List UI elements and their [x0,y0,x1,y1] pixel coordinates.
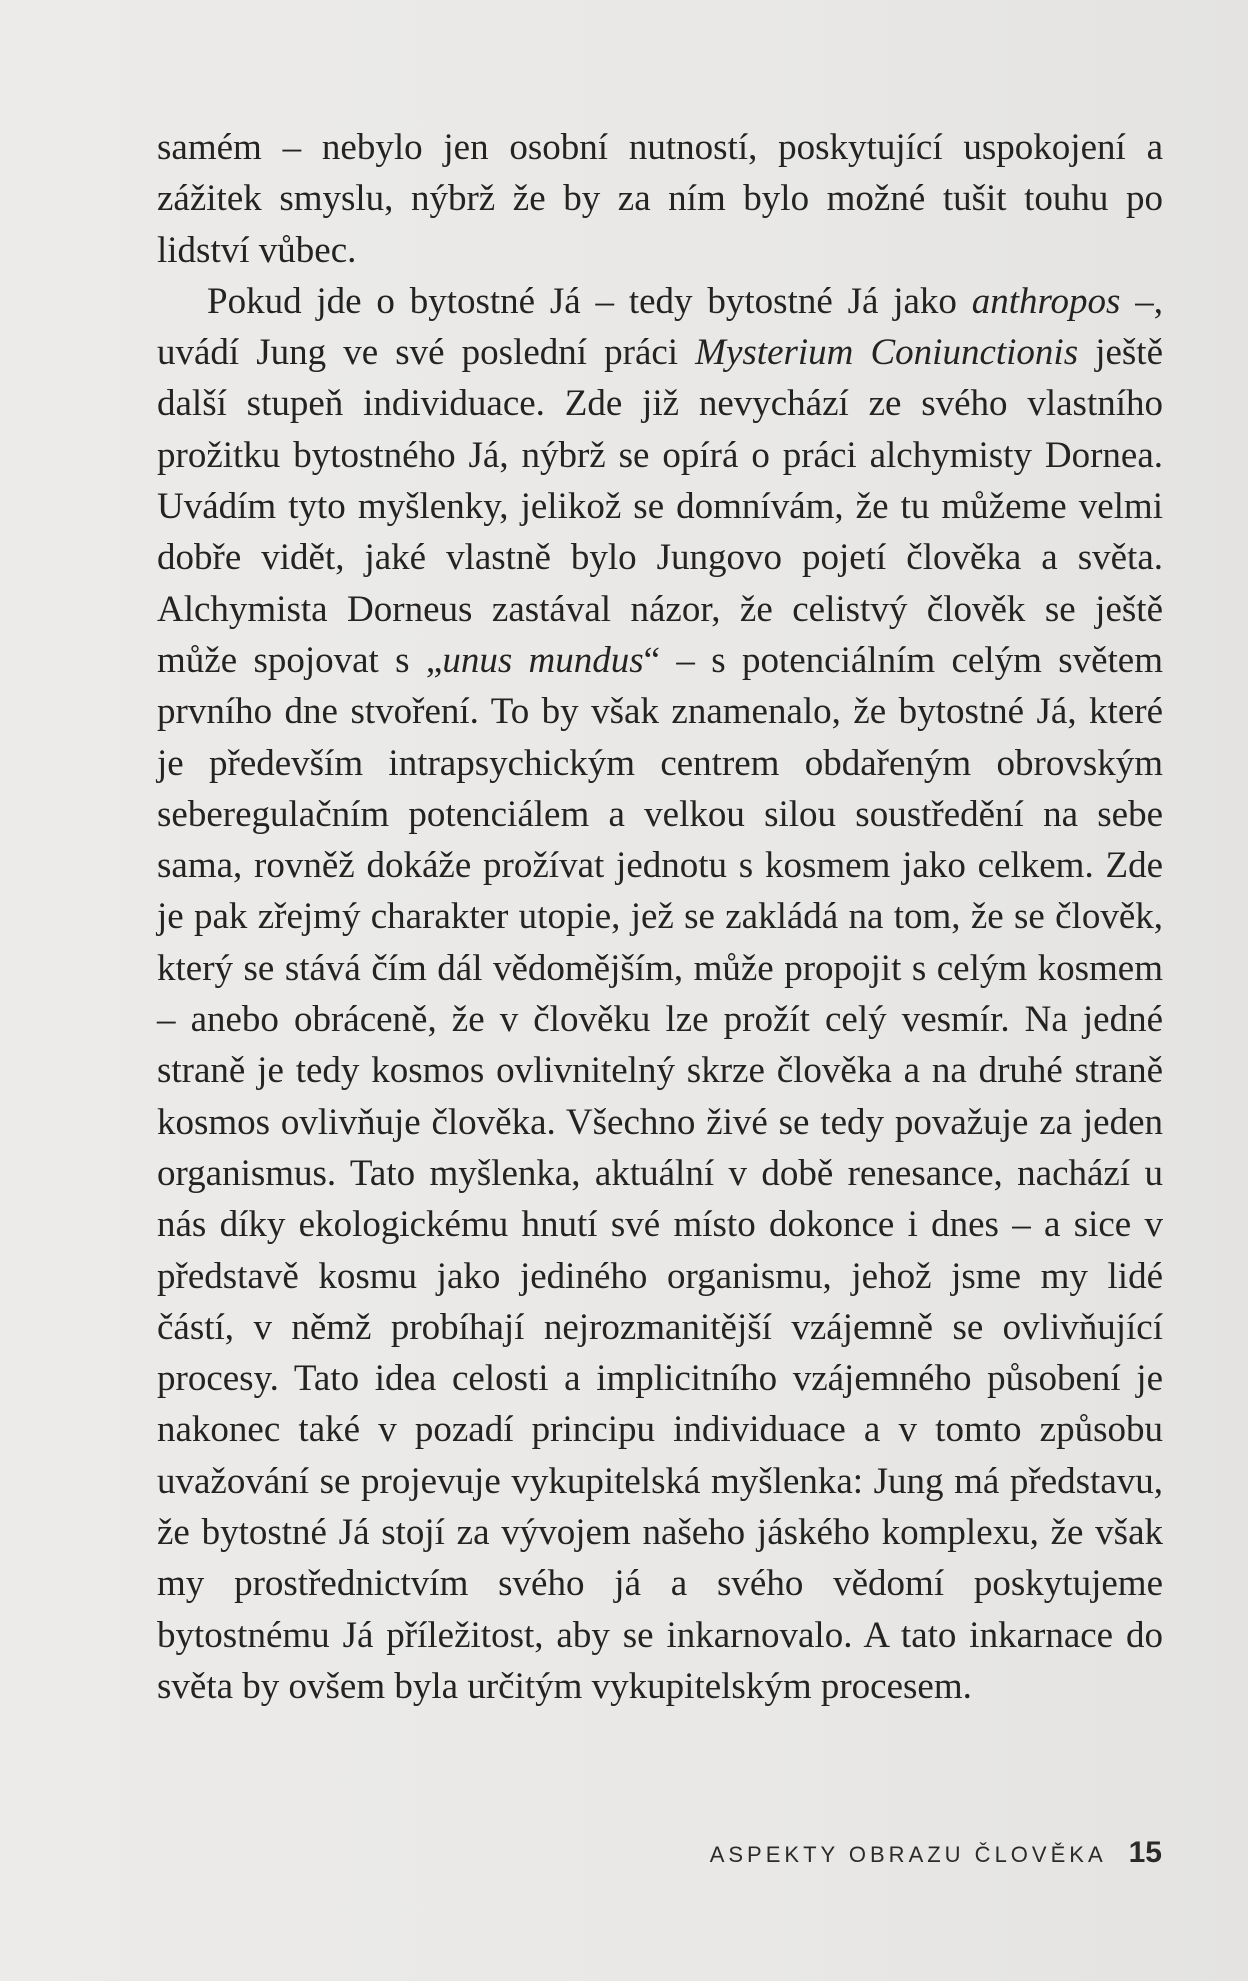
text-run: “ – s potenciálním celým světem prvního dne stvoření. To by však znamenalo, že bytostné Já, které je především intrapsychickým centrem obdařeným obrovským seberegulačním potenciálem a velkou silou soustředění na sebe sama, rovněž dokáže prožívat jednotu s kosmem jako celkem. Zde je pak zřejmý charakter utopie, jež se zakládá na tom, že se člověk, který se stává čím dál vědomějším, může propojit s celým kosmem – anebo obráceně, že v člověku lze prožít celý vesmír. Na jedné straně je tedy kosmos ovlivnitelný skrze člověka a na druhé straně kosmos ovlivňuje člověka. Všechno živé se tedy považuje za jeden organismus. Tato myšlenka, aktuální v době renesance, nachází u nás díky ekologickému hnutí své místo dokonce i dnes – a sice v představě kosmu jako jediného organismu, jehož jsme my lidé částí, v němž probíhají nejrozmanitější vzájemně se ovlivňující procesy. Tato idea celosti a implicitního vzájemného působení je nakonec také v pozadí principu individuace a v tomto způsobu uvažování se projevuje vykupitelská myšlenka: Jung má představu, že bytostné Já stojí za vývojem našeho jáského komplexu, že však my prostřednictvím svého já a svého vědomí poskytujeme bytostnému Já příležitost, aby se inkarnovalo. A tato inkarnace do světa by ovšem byla určitým vykupitelským procesem. [157,639,1163,1707]
italic-term: anthropos [971,280,1121,322]
body-text [157,122,1163,1712]
paragraph [157,276,1163,1712]
text-run: –, uvádí Jung ve své poslední práci [157,280,1163,374]
italic-term: unus mundus [442,639,644,681]
running-head: ASPEKTY OBRAZU ČLOVĚKA [709,1842,1107,1867]
text-run: Pokud jde o bytostné Já – tedy bytostné Já jako [207,280,972,322]
page-footer [710,1836,1162,1870]
page-number: 15 [1128,1836,1162,1869]
text-run: ještě další stupeň individuace. Zde již nevychází ze svého vlastního prožitku bytostného Já, nýbrž se opírá o práci alchymisty Dornea. Uvádím tyto myšlenky, jelikož se domnívám, že tu můžeme velmi dobře vidět, jaké vlastně bylo Jungovo pojetí člověka a světa. Alchymista Dorneus zastával názor, že celistvý člověk se ještě může spojovat s „ [157,332,1163,681]
book-title: Mysterium Coniunctionis [695,332,1079,374]
paragraph: samém – nebylo jen osobní nutností, poskytující uspokojení a zážitek smyslu, nýbrž že by za ním bylo možné tušit touhu po lidství vůbec. [157,127,1163,271]
